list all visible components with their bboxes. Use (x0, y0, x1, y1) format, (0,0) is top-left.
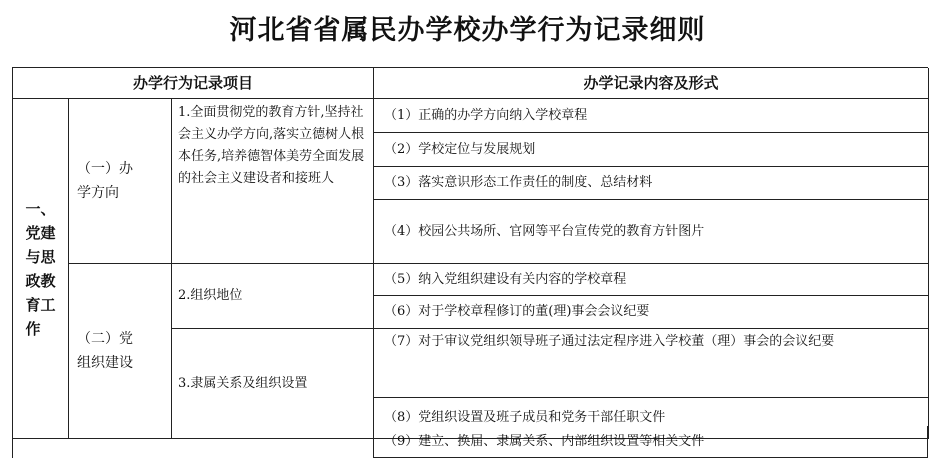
regulation-table (12, 67, 928, 458)
subcategory-cell (69, 99, 172, 264)
item-label: 2.组织地位 (178, 288, 243, 303)
record-cell: （4）校园公共场所、官网等平台宣传党的教育方针图片 (374, 200, 929, 264)
item-cell (172, 264, 374, 329)
record-cell: （7）对于审议党组织领导班子通过法定程序进入学校董（理）事会的会议纪要 (374, 329, 929, 398)
record-cell: （8）党组织设置及班子成员和党务干部任职文件 (374, 398, 929, 439)
subcategory-label: （一）办 学方向 (77, 161, 133, 201)
record-cell: （9）建立、换届、隶属关系、内部组织设置等相关文件 (373, 426, 928, 458)
item-cell (172, 329, 374, 439)
item-label: 3.隶属关系及组织设置 (178, 375, 308, 391)
record-cell: （2）学校定位与发展规划 (374, 133, 929, 167)
item-cell (172, 99, 374, 264)
page-title: 河北省省属民办学校办学行为记录细则 (229, 15, 706, 46)
record-cell: （6）对于学校章程修订的董(理)事会会议纪要 (374, 296, 929, 329)
category-cell (13, 99, 69, 439)
item-label: 1.全面贯彻党的教育方针,坚持社会主义办学方向,落实立德树人根本任务,培养德智体美劳全面发展的社会主义建设者和接班人 (178, 105, 365, 186)
category-label: 一、 党建 与思 政教 育工 作 (25, 199, 56, 338)
subcategory-cell (69, 264, 172, 439)
header-items: 办学行为记录项目 (13, 68, 374, 99)
header-records: 办学记录内容及形式 (374, 68, 929, 99)
subcategory-label: （二）党 组织建设 (77, 331, 133, 371)
record-cell: （1）正确的办学方向纳入学校章程 (374, 99, 929, 133)
record-cell: （5）纳入党组织建设有关内容的学校章程 (374, 264, 929, 296)
record-cell: （3）落实意识形态工作责任的制度、总结材料 (374, 167, 929, 200)
